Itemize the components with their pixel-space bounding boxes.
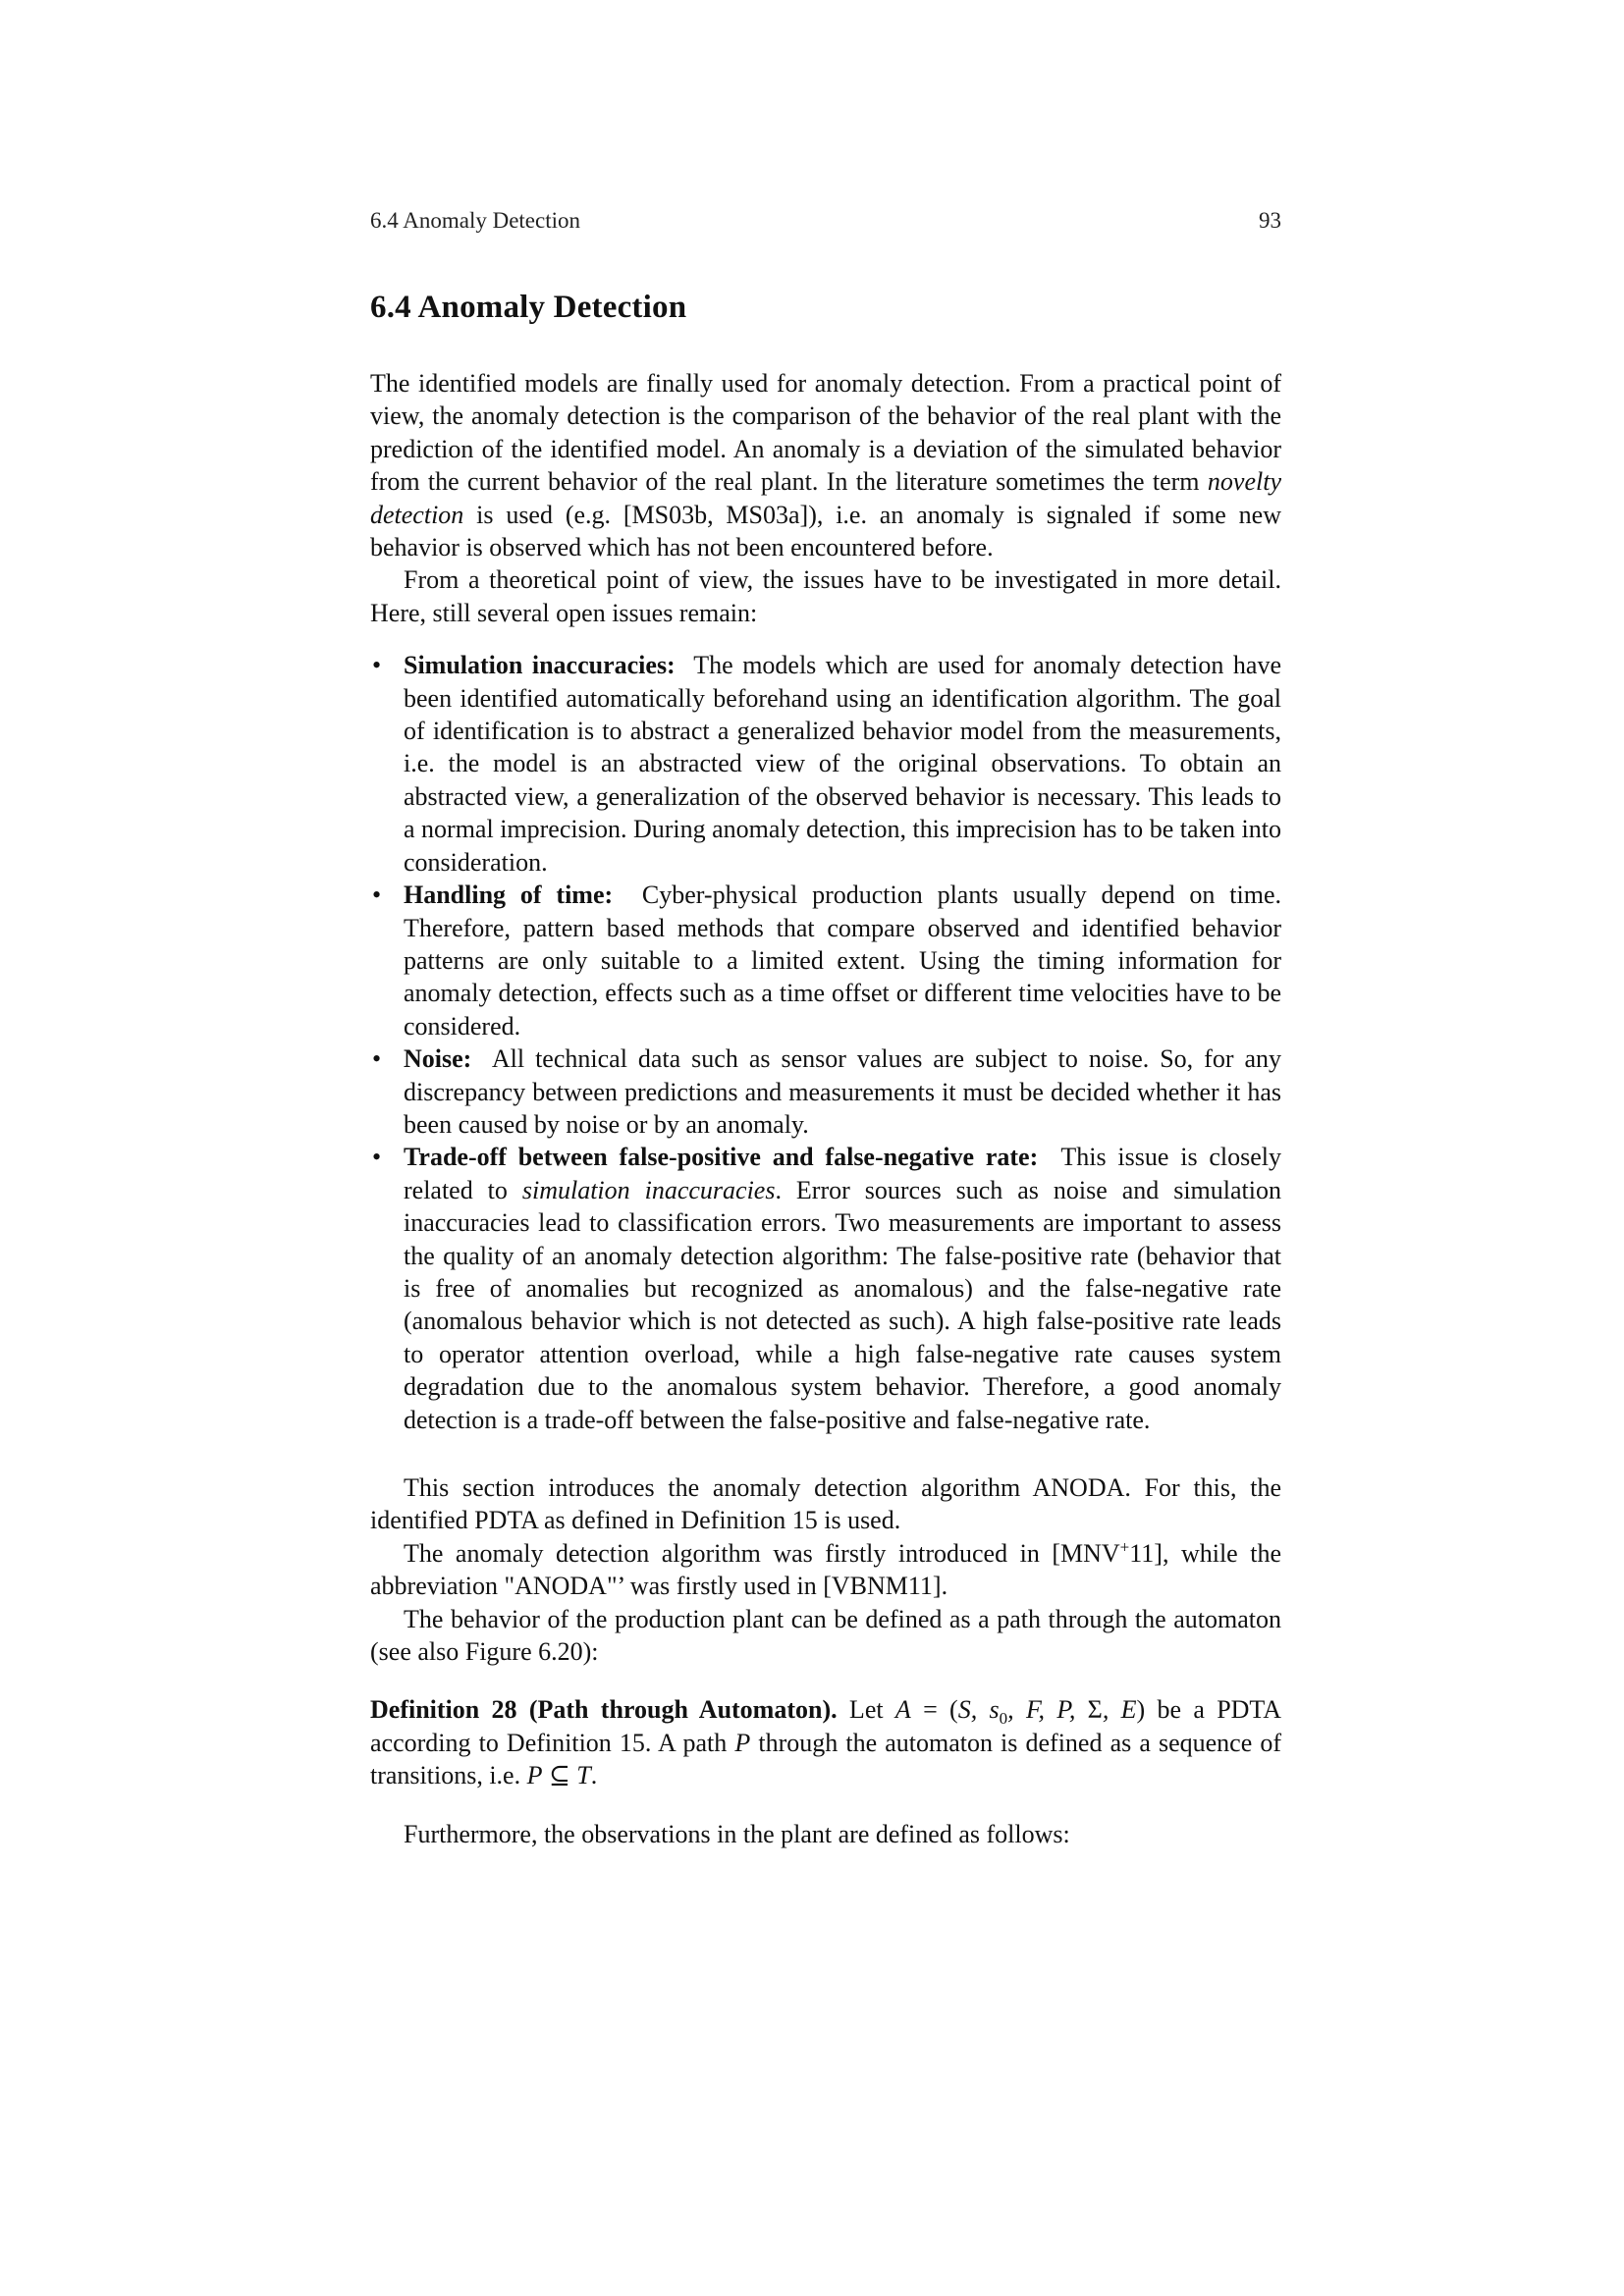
issue-term: Simulation inaccuracies: <box>404 651 676 680</box>
list-item <box>370 649 1281 879</box>
issue-text-a: This issue is closely related to <box>404 1143 1282 1204</box>
issue-text: Cyber-physical production plants usually depend on time. Therefore, pattern based methods that compare observed and identified behavior patterns are only suitable to a limited extent. Using the timing information for anomaly detection, effects such as a time offset or different time velocities have to be considered. <box>404 881 1281 1041</box>
page-content <box>370 206 1281 1850</box>
issue-term: Trade-off between false-positive and false-negative rate: <box>404 1143 1039 1172</box>
bullet-icon: • <box>372 651 382 680</box>
bullet-icon: • <box>372 1044 382 1074</box>
paragraph-path-intro: The behavior of the production plant can be defined as a path through the automaton (see also Figure 6.20): <box>370 1604 1281 1667</box>
list-item <box>370 1042 1281 1141</box>
issue-text-italic: simulation inaccuracies <box>521 1175 776 1204</box>
paragraph-intro: The identified models are finally used for anomaly detection. From a practical point of view, the anomaly detection is the comparison of the behavior of the real plant with the prediction of the identified model. An anomaly is a deviation of the simulated behavior from the current behavior of the real plant. In the literature sometimes the term novelty detection is used (e.g. [MS03b, MS03a]), i.e. an anomaly is signaled if some new behavior is observed which has not been encountered before. <box>370 369 1281 562</box>
issue-text-b: . Error sources such as noise and simulation inaccuracies lead to classification errors. Two measurements are important to assess the quality of an anomaly detection algorithm: The false-positive rate (behavior that is free of anomalies but recognized as anomalous) and the false-negative rate (anomalous behavior which is not detected as such). A high false-positive rate leads to operator attention overload, while a high false-negative rate causes system degradation due to the anomalous system behavior. Therefore, a good anomaly detection is a trade-off between the false-positive and false-negative rate. <box>404 1175 1281 1434</box>
section-title: 6.4 Anomaly Detection <box>370 290 687 325</box>
bullet-icon: • <box>372 881 382 910</box>
paragraph-open-issues: From a theoretical point of view, the issues have to be investigated in more detail. Here, still several open issues remain: <box>370 565 1281 627</box>
bullet-icon: • <box>372 1143 382 1172</box>
issues-list <box>370 649 1281 1436</box>
paragraph-observations: Furthermore, the observations in the plant are defined as follows: <box>404 1819 1070 1848</box>
list-item <box>370 879 1281 1042</box>
issue-text: All technical data such as sensor values are subject to noise. So, for any discrepancy between predictions and measurements it must be decided whether it has been caused by noise or by an anomaly. <box>404 1044 1281 1139</box>
issue-text: The models which are used for anomaly detection have been identified automatically beforehand using an identification algorithm. The goal of identification is to abstract a generalized behavior model from the measurements, i.e. the model is an abstracted view of the original observations. To obtain an abstracted view, a generalization of the observed behavior is necessary. This leads to a normal imprecision. During anomaly detection, this imprecision has to be taken into consideration. <box>404 651 1281 877</box>
running-head-section: 6.4 Anomaly Detection <box>370 208 580 233</box>
definition-28: Definition 28 (Path through Automaton). Let A = (S, $s_0$, F, P, Σ, E) be a PDTA according to Definition 15. A path P through the automaton is defined as a sequence of transitions, i.e. P ⊆ T. <box>370 1695 1282 1790</box>
page-number: 93 <box>1259 208 1281 233</box>
issue-term: Noise: <box>404 1044 472 1074</box>
novelty-detection-term: novelty detection <box>370 467 1281 529</box>
issue-term: Handling of time: <box>404 881 614 910</box>
paragraph-anoda-history: The anomaly detection algorithm was firstly introduced in [MNV+11], while the abbreviation "ANODA"’ was firstly used in [VBNM11]. <box>370 1537 1281 1601</box>
paragraph-anoda-intro: This section introduces the anomaly detection algorithm ANODA. For this, the identified PDTA as defined in Definition 15 is used. <box>370 1473 1281 1535</box>
definition-label: Definition 28 (Path through Automaton). <box>370 1695 838 1725</box>
list-item <box>370 1141 1281 1436</box>
running-head <box>370 206 1281 236</box>
body-text <box>370 367 1281 1850</box>
